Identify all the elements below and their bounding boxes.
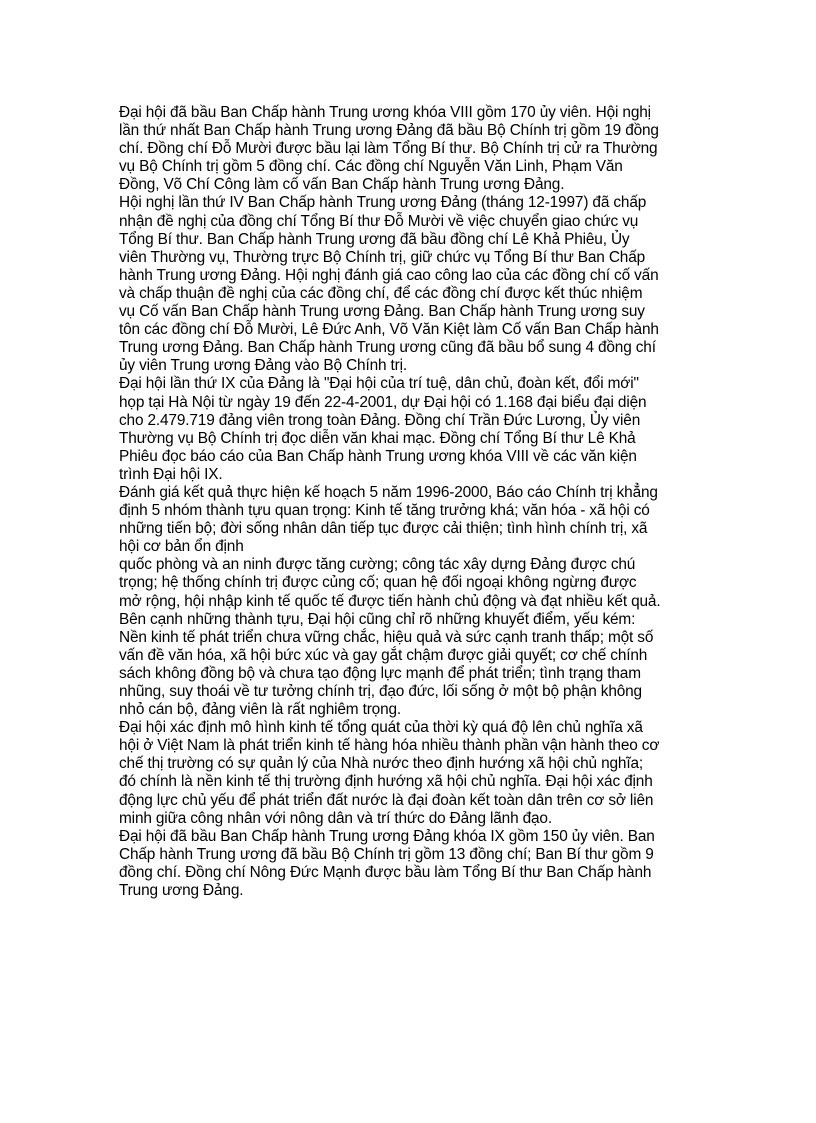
text-line: nhận đề nghị của đồng chí Tổng Bí thư Đỗ Mười về việc chuyển giao chức vụ — [119, 212, 639, 230]
text-line: định 5 nhóm thành tựu quan trọng: Kinh tế tăng trưởng khá; văn hóa - xã hội có — [119, 502, 650, 520]
text-line: hành Trung ương Đảng. Hội nghị đánh giá cao công lao của các đồng chí cố vấn — [119, 266, 659, 284]
text-line: tôn các đồng chí Đỗ Mười, Lê Đức Anh, Võ Văn Kiệt làm Cố vấn Ban Chấp hành — [119, 321, 659, 339]
text-line: sách không đồng bộ và chưa tạo động lực mạnh để phát triển; tình trạng tham — [119, 664, 641, 682]
text-line: và chấp thuận đề nghị của các đồng chí, để các đồng chí được kết thúc nhiệm — [119, 284, 643, 302]
text-line: Đại hội đã bầu Ban Chấp hành Trung ương khóa VIII gồm 170 ủy viên. Hội nghị — [119, 104, 651, 121]
text-line: Trung ương Đảng. Ban Chấp hành Trung ương cũng đã bầu bổ sung 4 đồng chí — [119, 339, 656, 357]
text-line: Thường vụ Bộ Chính trị đọc diễn văn khai mạc. Đồng chí Tổng Bí thư Lê Khả — [119, 429, 636, 447]
text-line: quốc phòng và an ninh được tăng cường; công tác xây dựng Đảng được chú — [119, 556, 636, 574]
text-line: Nền kinh tế phát triển chưa vững chắc, hiệu quả và sức cạnh tranh thấp; một số — [119, 628, 654, 646]
text-line: viên Thường vụ, Thường trực Bộ Chính trị, giữ chức vụ Tổng Bí thư Ban Chấp — [119, 248, 646, 266]
text-line: Bên cạnh những thành tựu, Đại hội cũng chỉ rõ những khuyết điểm, yếu kém: — [119, 610, 636, 628]
text-line: trình Đại hội IX. — [119, 465, 223, 483]
text-line: đồng chí. Đồng chí Nông Đức Mạnh được bầu làm Tổng Bí thư Ban Chấp hành — [119, 863, 652, 881]
text-line: ủy viên Trung ương Đảng vào Bộ Chính trị. — [119, 357, 408, 375]
text-line: họp tại Hà Nội từ ngày 19 đến 22-4-2001, dự Đại hội có 1.168 đại biểu đại diện — [119, 393, 647, 411]
text-line: Tổng Bí thư. Ban Chấp hành Trung ương đã bầu đồng chí Lê Khả Phiêu, Ủy — [119, 230, 630, 248]
text-line: Đại hội đã bầu Ban Chấp hành Trung ương Đảng khóa IX gồm 150 ủy viên. Ban — [119, 827, 655, 845]
text-line: động lực chủ yếu để phát triển đất nước là đại đoàn kết toàn dân trên cơ sở liên — [119, 791, 654, 809]
text-line: Đồng, Võ Chí Công làm cố vấn Ban Chấp hành Trung ương Đảng. — [119, 176, 565, 194]
text-line: chế thị trường có sự quản lý của Nhà nước theo định hướng xã hội chủ nghĩa; — [119, 755, 643, 773]
text-line: nhỏ cán bộ, đảng viên là rất nghiêm trọng. — [119, 701, 402, 719]
text-line: vụ Bộ Chính trị gồm 5 đồng chí. Các đồng chí Nguyễn Văn Linh, Phạm Văn — [119, 158, 623, 176]
text-line: trọng; hệ thống chính trị được củng cố; quan hệ đối ngoại không ngừng được — [119, 574, 637, 592]
text-line: hội cơ bản ổn định — [119, 538, 244, 556]
document-body-text — [119, 104, 699, 900]
text-line: Đánh giá kết quả thực hiện kế hoạch 5 năm 1996-2000, Báo cáo Chính trị khẳng — [119, 483, 658, 501]
text-line: cho 2.479.719 đảng viên trong toàn Đảng. Đồng chí Trần Đức Lương, Ủy viên — [119, 411, 641, 429]
text-line: vấn đề văn hóa, xã hội bức xúc và gay gắt chậm được giải quyết; cơ chế chính — [119, 646, 648, 664]
text-line: vụ Cố vấn Ban Chấp hành Trung ương Đảng. Ban Chấp hành Trung ương suy — [119, 303, 645, 321]
text-line: Phiêu đọc báo cáo của Ban Chấp hành Trung ương khóa VIII về các văn kiện — [119, 447, 637, 465]
text-line: Đại hội lần thứ IX của Đảng là "Đại hội của trí tuệ, dân chủ, đoàn kết, đổi mới" — [119, 375, 639, 393]
text-line: nhũng, suy thoái về tư tưởng chính trị, đạo đức, lối sống ở một bộ phận không — [119, 683, 642, 700]
text-line: lần thứ nhất Ban Chấp hành Trung ương Đảng đã bầu Bộ Chính trị gồm 19 đồng — [119, 122, 659, 140]
text-line: Đại hội xác định mô hình kinh tế tổng quát của thời kỳ quá độ lên chủ nghĩa xã — [119, 719, 643, 737]
text-line: đó chính là nền kinh tế thị trường định hướng xã hội chủ nghĩa. Đại hội xác định — [119, 773, 653, 791]
text-line: Trung ương Đảng. — [119, 882, 244, 900]
text-line: hội ở Việt Nam là phát triển kinh tế hàng hóa nhiều thành phần vận hành theo cơ — [119, 737, 660, 755]
text-line: Hội nghị lần thứ IV Ban Chấp hành Trung ương Đảng (tháng 12-1997) đã chấp — [119, 194, 647, 212]
text-line: chí. Đồng chí Đỗ Mười được bầu lại làm Tổng Bí thư. Bộ Chính trị cử ra Thường — [119, 140, 658, 158]
text-line: Chấp hành Trung ương đã bầu Bộ Chính trị gồm 13 đồng chí; Ban Bí thư gồm 9 — [119, 845, 654, 863]
text-line: những tiến bộ; đời sống nhân dân tiếp tục được cải thiện; tình hình chính trị, xã — [119, 520, 648, 538]
text-line: minh giữa công nhân với nông dân và trí thức do Đảng lãnh đạo. — [119, 809, 552, 827]
text-line: mở rộng, hội nhập kinh tế quốc tế được tiến hành chủ động và đạt nhiều kết quả. — [119, 592, 661, 610]
